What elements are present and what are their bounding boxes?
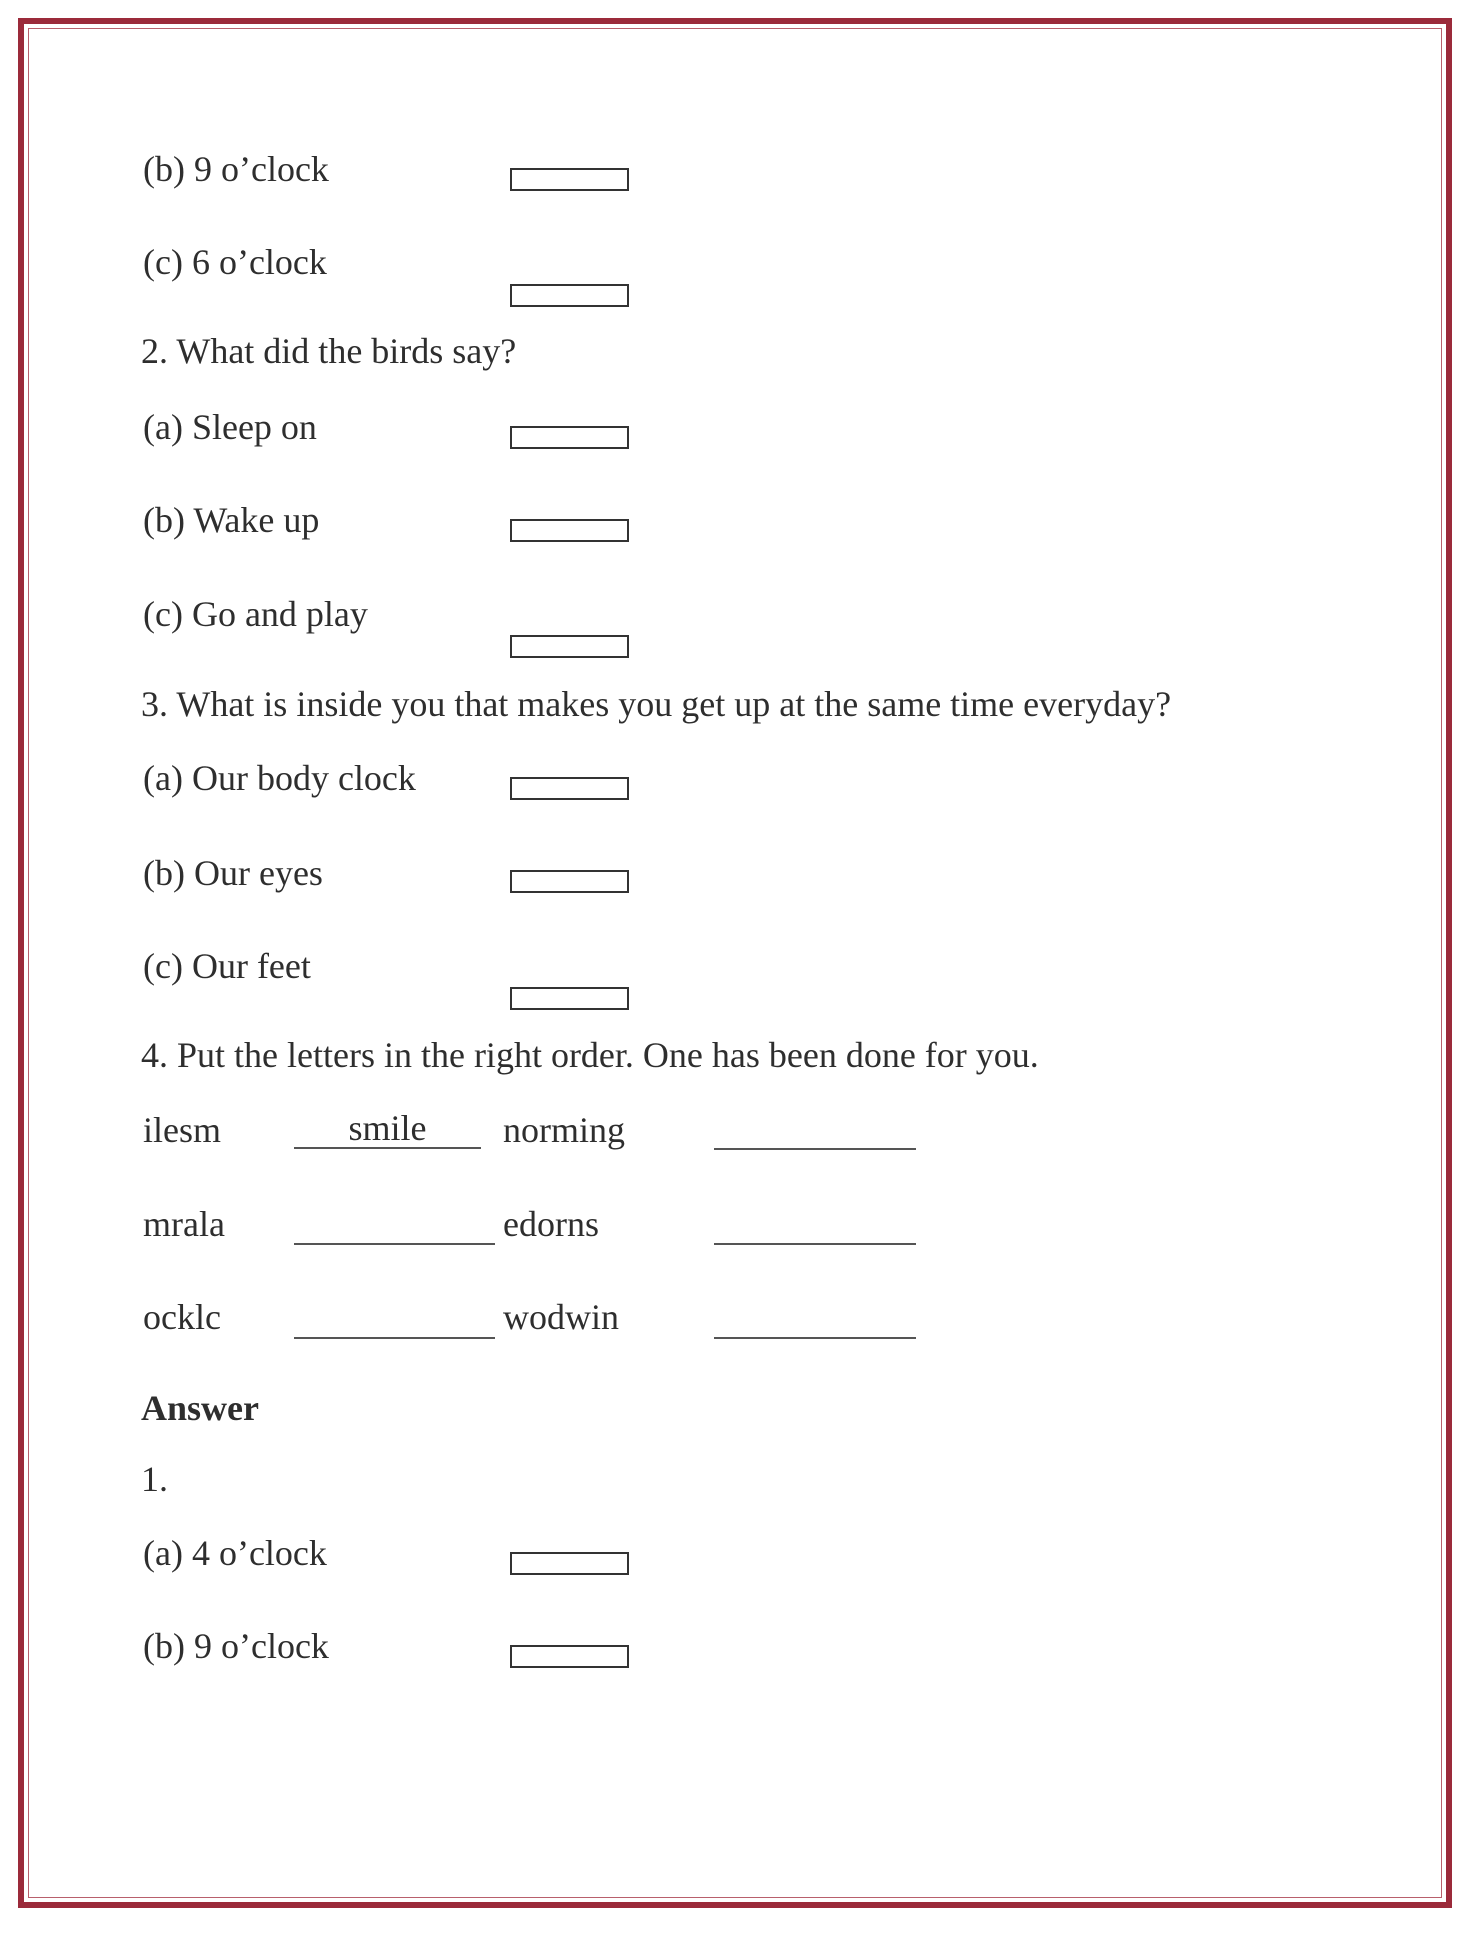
q2-option-c: (c) Go and play (143, 594, 368, 634)
scrambled-word: ilesm (143, 1110, 221, 1150)
q2-option-a: (a) Sleep on (143, 407, 317, 447)
q3-option-b-checkbox[interactable] (510, 870, 629, 893)
q3-option-c-checkbox[interactable] (510, 987, 629, 1010)
answer-heading: Answer (141, 1388, 259, 1428)
q2-option-a-checkbox[interactable] (510, 426, 629, 449)
answer-blank[interactable] (294, 1337, 495, 1339)
q2-option-b-checkbox[interactable] (510, 519, 629, 542)
answer-option-a: (a) 4 o’clock (143, 1533, 327, 1573)
q3-option-a: (a) Our body clock (143, 758, 416, 798)
answer-option-b: (b) 9 o’clock (143, 1626, 329, 1666)
scrambled-word: ocklc (143, 1297, 221, 1337)
q1-option-b: (b) 9 o’clock (143, 149, 329, 189)
q1-option-b-checkbox[interactable] (510, 168, 629, 191)
answer-blank[interactable] (294, 1243, 495, 1245)
q3-option-b: (b) Our eyes (143, 853, 323, 893)
q2-question: 2. What did the birds say? (141, 331, 517, 371)
scrambled-word: edorns (503, 1204, 599, 1244)
answer-number: 1. (141, 1459, 168, 1499)
q3-option-a-checkbox[interactable] (510, 777, 629, 800)
scrambled-word: mrala (143, 1204, 225, 1244)
q1-option-c-checkbox[interactable] (510, 284, 629, 307)
q4-question: 4. Put the letters in the right order. One has been done for you. (141, 1035, 1039, 1075)
q3-question: 3. What is inside you that makes you get up at the same time everyday? (141, 684, 1172, 724)
answer-blank[interactable] (714, 1148, 916, 1150)
answer-blank[interactable] (714, 1243, 916, 1245)
q3-option-c: (c) Our feet (143, 946, 311, 986)
scrambled-word: norming (503, 1110, 625, 1150)
q2-option-c-checkbox[interactable] (510, 635, 629, 658)
answer-option-b-checkbox[interactable] (510, 1645, 629, 1668)
answer-blank[interactable] (714, 1337, 916, 1339)
q1-option-c: (c) 6 o’clock (143, 242, 327, 282)
scrambled-word: wodwin (503, 1297, 619, 1337)
answer-option-a-checkbox[interactable] (510, 1552, 629, 1575)
example-answer: smile (348, 1108, 427, 1148)
answer-blank[interactable] (294, 1147, 481, 1149)
q2-option-b: (b) Wake up (143, 500, 320, 540)
